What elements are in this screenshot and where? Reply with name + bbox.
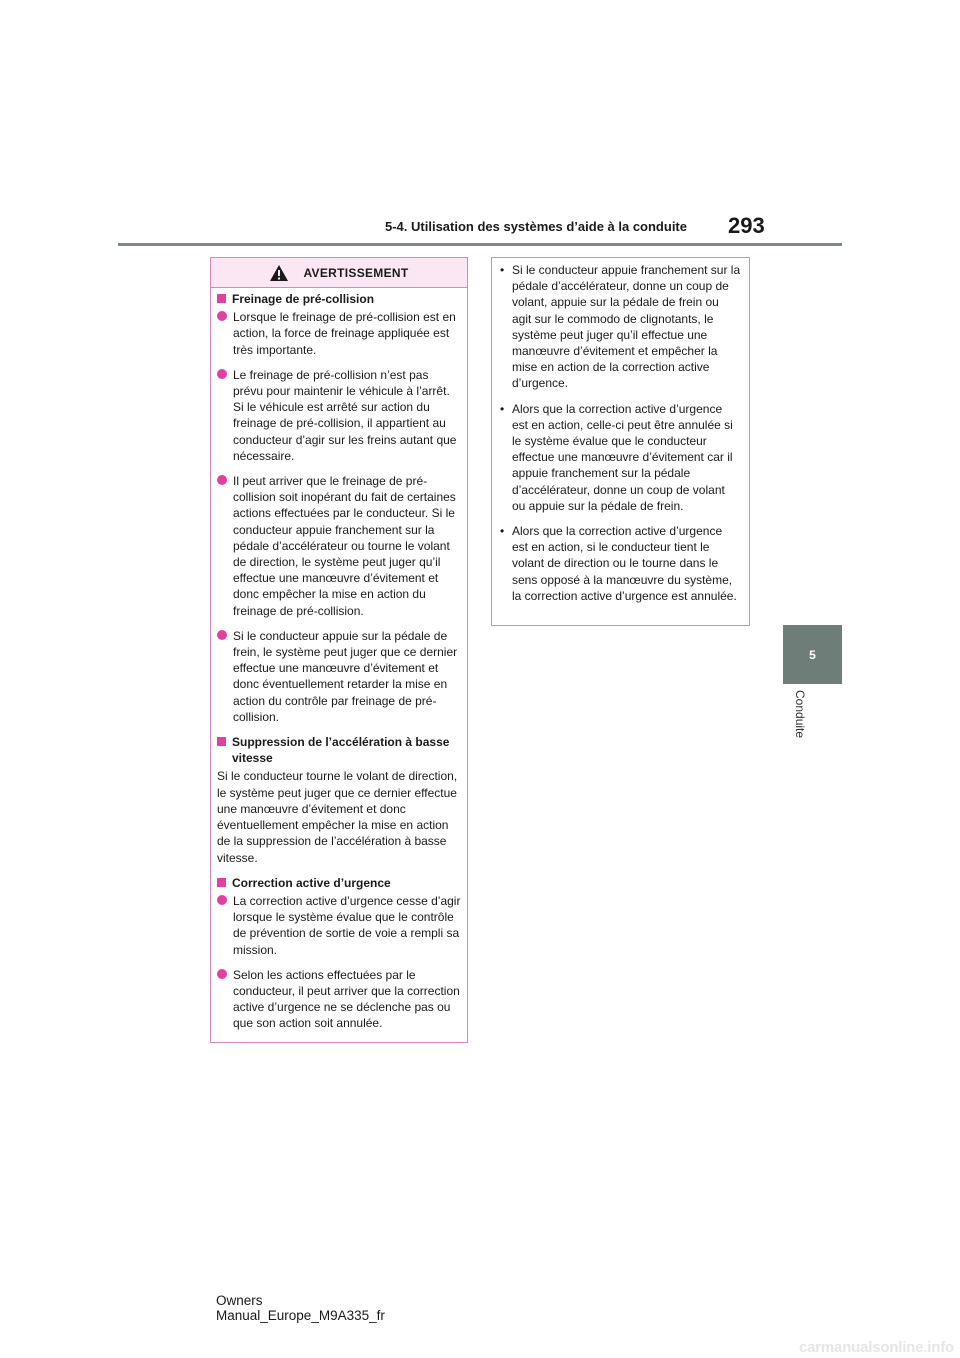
- chapter-tab[interactable]: [783, 625, 842, 684]
- continuation-box: [491, 257, 750, 626]
- round-bullet-icon: [217, 311, 227, 321]
- list-item: Lorsque le freinage de pré-collision est en action, la force de freinage appliquée est très importante.: [217, 309, 461, 358]
- paragraph: Si le conducteur tourne le volant de direction, le système peut juger que ce dernier effectue une manœuvre d’évitement et donc éventuellement empêcher la mise en action de la suppression de l’accélération à basse vitesse.: [217, 769, 458, 865]
- list-item: Le freinage de pré-collision n’est pas prévu pour maintenir le véhicule à l’arrêt. Si le véhicule est arrêté sur action du freinage de pré-collision, il appartient au conducteur d’agir sur les freins autant que nécessaire.: [217, 367, 461, 464]
- chapter-number: 5: [809, 647, 816, 662]
- list-item: La correction active d’urgence cesse d’agir lorsque le système évalue que le contrôle de prévention de sortie de voie a rempli sa mission.: [217, 893, 461, 958]
- warning-header: [211, 258, 467, 288]
- square-bullet-icon: [217, 294, 226, 303]
- watermark: carmanualsonline.info: [799, 1338, 954, 1356]
- square-bullet-icon: [217, 878, 226, 887]
- round-bullet-icon: [217, 475, 227, 485]
- bullet-dot-icon: •: [500, 524, 505, 539]
- warning-box: [210, 257, 468, 1043]
- section-heading: Freinage de pré-collision: [217, 291, 461, 307]
- page-number: 293: [728, 213, 765, 238]
- list-item: Selon les actions effectuées par le conducteur, il peut arriver que la correction active d’urgence ne se déclenche pas ou que son action soit annulée.: [217, 967, 461, 1032]
- round-bullet-icon: [217, 969, 227, 979]
- warning-triangle-icon: [269, 264, 289, 282]
- header-divider: [118, 243, 842, 246]
- square-bullet-icon: [217, 737, 226, 746]
- list-item: • Alors que la correction active d’urgence est en action, celle-ci peut être annulée si le système évalue que le conducteur effectue une manœuvre d’évitement car il appuie franchement sur la pédale d’accélérateur, donne un coup de volant ou appuie sur la pédale de frein.: [500, 401, 733, 513]
- section-heading: Suppression de l’accélération à basse vitesse: [217, 734, 461, 766]
- document-id: Owners Manual_Europe_M9A335_fr: [216, 1293, 385, 1323]
- warning-title: AVERTISSEMENT: [303, 265, 409, 280]
- round-bullet-icon: [217, 630, 227, 640]
- section-heading: Correction active d’urgence: [217, 875, 461, 891]
- chapter-label: Conduite: [793, 690, 807, 739]
- list-item: • Alors que la correction active d’urgence est en action, si le conducteur tient le volant de direction ou le tourne dans le sens opposé à la manœuvre du système, la correction active d’urgence est annulée.: [500, 524, 737, 603]
- round-bullet-icon: [217, 895, 227, 905]
- list-item: • Si le conducteur appuie franchement sur la pédale d’accélérateur, donne un coup de volant, appuie sur la pédale de frein ou agit sur le commodo de clignotants, le système peut juger qu’il effectue une manœuvre d’évitement et empêcher la mise en action de la correction active d’urgence.: [500, 263, 741, 391]
- bullet-dot-icon: •: [500, 401, 505, 416]
- round-bullet-icon: [217, 369, 227, 379]
- section-title: 5-4. Utilisation des systèmes d’aide à la conduite: [385, 219, 687, 234]
- warning-body: [211, 288, 467, 1032]
- list-item: Il peut arriver que le freinage de pré-collision soit inopérant du fait de certaines actions effectuées par le conducteur. Si le conducteur appuie franchement sur la pédale d’accélérateur ou tourne le volant de direction, le système peut juger qu’il effectue une manœuvre d’évitement et donc empêcher la mise en action du freinage de pré-collision.: [217, 473, 461, 619]
- bullet-dot-icon: •: [500, 263, 505, 277]
- list-item: Si le conducteur appuie sur la pédale de frein, le système peut juger que ce dernier effectue une manœuvre d’évitement et donc éventuellement retarder la mise en action du contrôle par freinage de pré-collision.: [217, 628, 461, 725]
